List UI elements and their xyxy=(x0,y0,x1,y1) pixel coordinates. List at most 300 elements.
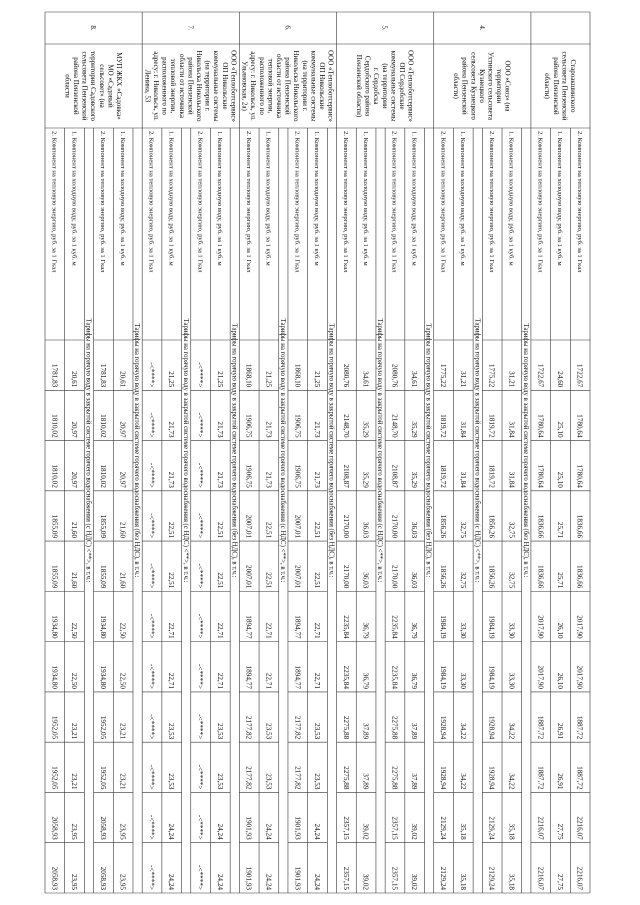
component-label: 1. Компонент на холодную воду, руб. за 1 куб. м xyxy=(556,131,564,266)
tariff-value: 24,24 xyxy=(215,873,224,890)
tariff-value: 23,53 xyxy=(215,773,224,790)
tariff-value: 2058,93 xyxy=(98,816,107,840)
organization-name-line: ОП Никольские xyxy=(220,62,229,110)
organization-name-line: Никольска Никольского xyxy=(292,50,301,122)
organization-name-line: территории xyxy=(495,68,504,104)
tariff-value: 23,53 xyxy=(167,723,176,740)
tariff-value: 33,30 xyxy=(507,672,516,689)
tariff-value: 39,02 xyxy=(410,873,419,890)
organization-name-line: области от источника xyxy=(274,54,283,118)
tariff-value: 2148,70 xyxy=(341,414,350,438)
tariff-value: 24,24 xyxy=(264,873,273,890)
tariff-value: 23,95 xyxy=(70,873,79,890)
tariff-value: 22,50 xyxy=(70,622,79,639)
tariff-value: 1855,09 xyxy=(98,514,107,539)
organization-name-line: ООО «Теплоботсервис» xyxy=(326,50,335,122)
tariff-value: 1819,72 xyxy=(487,414,496,438)
tariff-value: 20,97 xyxy=(118,421,127,438)
tariff-value: 34,22 xyxy=(507,773,516,790)
tariff-value: 22,51 xyxy=(264,521,273,539)
tariff-value: 22,50 xyxy=(118,672,127,689)
tariff-value: -<****> xyxy=(147,563,156,589)
tariff-value: 21,60 xyxy=(118,521,127,539)
tariff-value: 2357,15 xyxy=(341,866,350,890)
tariff-value: 1906,75 xyxy=(293,464,302,488)
tariff-value: 22,71 xyxy=(215,672,224,689)
tariff-value: 1780,64 xyxy=(536,464,545,488)
tariff-value: 34,22 xyxy=(458,773,467,790)
organization-name-line: тепловой энергии, xyxy=(169,58,178,114)
tariff-value: 34,22 xyxy=(458,723,467,740)
organization-name-line: расположенного по xyxy=(160,57,169,115)
organization-name-line: района Пензенской xyxy=(460,57,469,115)
tariff-value: 1934,80 xyxy=(50,615,59,639)
section-header-text: Тарифы на горячую воду в закрытой системе горячего водоснабжения (с НДС) <**>, в т.ч.: xyxy=(181,318,189,583)
tariff-value: -<****> xyxy=(196,865,205,890)
tariff-value: 1901,93 xyxy=(244,866,253,890)
tariff-value: 34,61 xyxy=(361,371,370,388)
organization-name-line: (на территории г. xyxy=(300,60,309,112)
tariff-value: 36,79 xyxy=(410,672,419,689)
tariff-value: 33,30 xyxy=(458,672,467,689)
tariff-value: 1855,09 xyxy=(98,565,107,589)
tariff-value: 23,95 xyxy=(118,873,127,890)
component-label: 1. Компонент на холодную воду, руб. за 1 куб. м xyxy=(507,131,515,266)
tariff-value: 31,84 xyxy=(507,421,516,438)
tariff-value: 26,10 xyxy=(555,672,564,689)
tariff-value: 2007,01 xyxy=(293,565,302,589)
tariff-value: 36,79 xyxy=(361,622,370,639)
row-number: 7. xyxy=(186,25,195,31)
section-header-text: Тарифы на горячую воду в закрытой системе горячего водоснабжения (без НДС), в т.ч.: xyxy=(230,323,238,578)
tariff-value: -<****> xyxy=(147,513,156,539)
row-number: 8. xyxy=(89,25,98,31)
tariff-value: 1775,22 xyxy=(439,363,448,388)
component-label: 2. Компонент на тепловую энергию, руб. за 1 Гкал xyxy=(390,131,398,273)
tariff-value: 1868,10 xyxy=(293,363,302,388)
tariff-value: 2177,82 xyxy=(293,715,302,740)
tariff-value: 2058,93 xyxy=(50,816,59,840)
tariff-value: 35,29 xyxy=(410,471,419,488)
tariff-value: 1868,10 xyxy=(244,363,253,388)
tariff-value: 22,51 xyxy=(215,521,224,539)
tariff-value: 21,25 xyxy=(215,371,224,388)
tariff-value: 1928,94 xyxy=(487,715,496,740)
tariff-value: 1952,05 xyxy=(98,715,107,740)
organization-name-line: (на территории г. xyxy=(203,60,212,112)
tariff-value: 2017,90 xyxy=(575,665,584,689)
organization-name-line: ООО «Теплоботсервис» xyxy=(406,50,415,122)
tariff-value: 2235,84 xyxy=(390,665,399,689)
tariff-value: 24,60 xyxy=(555,371,564,388)
tariff-value: 37,89 xyxy=(361,723,370,740)
tariff-value: 22,51 xyxy=(313,572,321,589)
tariff-value: 35,29 xyxy=(361,471,370,488)
tariff-value: 1894,77 xyxy=(244,615,253,639)
tariff-value: 22,51 xyxy=(313,521,321,539)
organization-name-line: ООО «Союз» (на xyxy=(503,60,512,112)
component-label: 2. Компонент на тепловую энергию, руб. за 1 Гкал xyxy=(342,131,350,273)
organization-name-line: области xyxy=(63,74,72,98)
tariff-value: 1952,05 xyxy=(98,766,107,790)
tariff-value: 25,71 xyxy=(555,521,564,539)
tariff-value: 21,25 xyxy=(167,371,176,388)
component-label: 1. Компонент на холодную воду, руб. за 1 куб. м xyxy=(361,131,369,266)
tariff-value: 1856,26 xyxy=(487,514,496,539)
component-label: 2. Компонент на тепловую энергию, руб. за 1 Гкал xyxy=(293,131,301,273)
tariff-value: 22,71 xyxy=(215,622,224,639)
organization-name-line: ОП Сердобские xyxy=(397,62,406,110)
tariff-value: 2129,24 xyxy=(487,816,496,840)
organization-name-line: района Пензенской xyxy=(551,57,560,115)
organization-name-line: адресу: г. Никольск, ул. xyxy=(249,51,258,121)
tariff-value: 1906,75 xyxy=(293,414,302,438)
tariff-value: 2017,90 xyxy=(536,615,545,639)
tariff-value: 2216,07 xyxy=(575,866,584,890)
tariff-value: 35,18 xyxy=(458,823,467,840)
tariff-value: 34,22 xyxy=(507,723,516,740)
tariff-value: 26,91 xyxy=(555,723,564,740)
tariff-value: 1984,19 xyxy=(487,665,496,689)
tariff-value: 1855,09 xyxy=(50,514,59,539)
tariff-value: 23,53 xyxy=(264,773,273,790)
component-label: 1. Компонент на холодную воду, руб. за 1 куб. м xyxy=(458,131,466,266)
tariff-value: 2007,01 xyxy=(293,514,302,539)
organization-name-line: района Пензенской xyxy=(186,57,195,115)
tariff-value: 20,61 xyxy=(70,371,79,388)
tariff-value: 1901,93 xyxy=(293,866,302,890)
tariff-value: 1836,66 xyxy=(575,565,584,589)
tariff-value: 22,50 xyxy=(118,622,127,639)
component-label: 2. Компонент на тепловую энергию, руб. за 1 Гкал xyxy=(244,131,252,273)
tariff-value: 36,03 xyxy=(361,521,370,539)
tariff-value: -<****> xyxy=(196,462,205,488)
organization-name-line: (на территории xyxy=(380,63,389,109)
component-label: 2. Компонент на тепловую энергию, руб. за 1 Гкал xyxy=(536,131,544,273)
tariff-value: 2177,82 xyxy=(244,766,253,790)
tariff-value: 26,91 xyxy=(555,773,564,790)
tariff-value: 31,84 xyxy=(458,421,467,438)
tariff-value: 2216,07 xyxy=(575,816,584,840)
tariff-value: 22,71 xyxy=(313,672,321,689)
component-label: 2. Компонент на тепловую энергию, руб. за 1 Гкал xyxy=(50,131,58,273)
tariff-value: 1901,93 xyxy=(293,816,302,840)
tariff-value: 23,53 xyxy=(313,723,321,740)
tariff-value: 1984,19 xyxy=(487,615,496,639)
section-header-text: Тарифы на горячую воду в закрытой системе горячего водоснабжения (с НДС) <**>, в т.ч.: xyxy=(278,318,286,583)
tariff-value: -<****> xyxy=(196,362,205,388)
tariff-value: 37,89 xyxy=(361,773,370,790)
tariff-value: 33,30 xyxy=(507,622,516,639)
tariff-value: 20,61 xyxy=(118,371,127,388)
organization-name-line: территории Садовского xyxy=(89,50,98,122)
tariff-value: 24,24 xyxy=(264,823,273,840)
tariff-value: 24,24 xyxy=(313,823,321,840)
tariff-value: 1952,05 xyxy=(50,766,59,790)
tariff-value: 36,03 xyxy=(361,572,370,589)
organization-name-line: Никольска Никольского xyxy=(194,50,203,122)
tariff-value: 2275,88 xyxy=(390,715,399,740)
tariff-value: 35,18 xyxy=(507,823,516,840)
tariff-value: 2017,90 xyxy=(575,615,584,639)
tariff-value: 2108,87 xyxy=(341,464,350,488)
tariff-value: 2058,93 xyxy=(50,866,59,890)
section-header-text: Тарифы на горячую воду в закрытой системе горячего водоснабжения (с НДС) <**>, в т.ч.: xyxy=(84,318,92,583)
organization-name-line: района Пензенской xyxy=(283,57,292,115)
tariff-value: 2235,84 xyxy=(341,615,350,639)
tariff-value: -<****> xyxy=(196,613,205,639)
tariff-value: 1894,77 xyxy=(293,615,302,639)
tariff-value: 23,21 xyxy=(118,723,127,740)
organization-name-line: Кузнецкого xyxy=(477,69,486,103)
organization-name-line: МО «Садовый xyxy=(106,64,115,108)
tariff-value: 22,51 xyxy=(215,572,224,589)
tariff-value: 2275,88 xyxy=(341,715,350,740)
tariff-value: 22,71 xyxy=(167,672,176,689)
tariff-value: 36,03 xyxy=(410,521,419,539)
tariff-value: 22,51 xyxy=(264,572,273,589)
tariff-value: 35,18 xyxy=(458,873,467,890)
tariff-value: 1780,64 xyxy=(575,464,584,488)
organization-name-line: г. Сердобска xyxy=(372,67,381,105)
tariff-value: 32,75 xyxy=(507,521,516,539)
tariff-value: 1780,64 xyxy=(536,414,545,438)
section-header-text: Тарифы на горячую воду в закрытой системе горячего водоснабжения (без НДС), в т.ч.: xyxy=(521,323,529,578)
tariff-value: 2108,87 xyxy=(390,464,399,488)
tariff-value: 1836,66 xyxy=(575,514,584,539)
tariff-value: 21,73 xyxy=(313,471,321,488)
organization-name-line: МУП ЖКХ «Садовка» xyxy=(114,52,123,120)
tariff-value: 39,02 xyxy=(410,823,419,840)
component-label: 2. Компонент на тепловую энергию, руб. за 1 Гкал xyxy=(575,131,583,273)
tariff-value: 2129,24 xyxy=(487,866,496,890)
tariff-value: -<****> xyxy=(196,764,205,790)
tariff-value: -<****> xyxy=(147,664,156,689)
tariff-value: 1901,93 xyxy=(244,816,253,840)
tariff-value: 21,73 xyxy=(167,471,176,488)
organization-name-line: района Пензенской xyxy=(71,57,80,115)
tariff-value: 36,03 xyxy=(410,572,419,589)
tariff-value: 35,29 xyxy=(410,421,419,438)
tariff-value: 2148,70 xyxy=(390,414,399,438)
tariff-value: 24,24 xyxy=(313,873,321,890)
tariff-table xyxy=(45,12,590,893)
tariff-value: 22,71 xyxy=(313,622,321,639)
tariff-value: 1810,02 xyxy=(98,464,107,488)
organization-name-line: коммунальные системы xyxy=(212,50,221,122)
tariff-value: 1906,75 xyxy=(244,464,253,488)
tariff-value: 1836,66 xyxy=(536,514,545,539)
tariff-value: 2275,88 xyxy=(390,766,399,790)
tariff-value: 1780,64 xyxy=(575,414,584,438)
tariff-value: 35,18 xyxy=(507,873,516,890)
tariff-value: -<****> xyxy=(147,613,156,639)
tariff-value: 23,21 xyxy=(70,773,79,790)
organization-name-line: области от источника xyxy=(177,54,186,118)
section-header-text: Тарифы на горячую воду в закрытой системе горячего водоснабжения (без НДС), в т.ч.: xyxy=(327,323,335,578)
tariff-value: 1810,02 xyxy=(50,414,59,438)
tariff-value: 1934,80 xyxy=(98,615,107,639)
organization-name-line: сельсовета Кузнецкого xyxy=(469,52,478,120)
tariff-value: 27,75 xyxy=(555,823,564,840)
tariff-value: 23,53 xyxy=(264,723,273,740)
row-number: 5. xyxy=(380,25,389,31)
tariff-value: 23,53 xyxy=(313,773,321,790)
tariff-value: 21,60 xyxy=(70,572,79,589)
tariff-value: -<****> xyxy=(196,664,205,689)
tariff-value: 2129,24 xyxy=(439,816,448,840)
tariff-value: 24,24 xyxy=(215,823,224,840)
tariff-value: 1906,75 xyxy=(244,414,253,438)
section-header-text: Тарифы на горячую воду в закрытой системе горячего водоснабжения (без НДС), в т.ч.: xyxy=(133,323,141,578)
tariff-value: 21,25 xyxy=(264,371,273,388)
organization-name-line: расположенного по xyxy=(257,57,266,115)
tariff-value: 34,61 xyxy=(410,371,419,388)
tariff-value: 2170,00 xyxy=(390,565,399,589)
tariff-value: 32,75 xyxy=(458,572,467,589)
tariff-value: 24,24 xyxy=(167,873,176,890)
component-label: 2. Компонент на тепловую энергию, руб. за 1 Гкал xyxy=(439,131,447,273)
tariff-value: 23,95 xyxy=(118,823,127,840)
tariff-value: 1984,19 xyxy=(439,615,448,639)
tariff-value: 22,71 xyxy=(167,622,176,639)
tariff-value: 1856,26 xyxy=(439,565,448,589)
tariff-value: 2007,01 xyxy=(244,514,253,539)
component-label: 1. Компонент на холодную воду, руб. за 1 куб. м xyxy=(313,131,321,266)
tariff-value: -<****> xyxy=(147,362,156,388)
tariff-value: -<****> xyxy=(147,814,156,840)
tariff-value: 25,71 xyxy=(555,572,564,589)
tariff-value: -<****> xyxy=(147,462,156,488)
tariff-value: 26,10 xyxy=(555,622,564,639)
component-label: 2. Компонент на тепловую энергию, руб. за 1 Гкал xyxy=(147,131,155,273)
tariff-value: 39,02 xyxy=(361,873,370,890)
tariff-value: -<****> xyxy=(196,563,205,589)
tariff-value: 23,53 xyxy=(215,723,224,740)
tariff-value: -<****> xyxy=(196,513,205,539)
tariff-value: 21,73 xyxy=(264,421,273,438)
tariff-value: -<****> xyxy=(196,814,205,840)
organization-name-line: Ухтинского сельсовета xyxy=(486,52,495,120)
organization-name-line: коммунальные системы xyxy=(389,50,398,122)
tariff-value: 2007,01 xyxy=(244,565,253,589)
tariff-value: 1722,67 xyxy=(536,363,545,388)
tariff-value: 31,84 xyxy=(507,471,516,488)
tariff-value: 2357,15 xyxy=(390,866,399,890)
tariff-value: -<****> xyxy=(196,412,205,438)
tariff-value: 2017,90 xyxy=(536,665,545,689)
organization-name-line: ООО «Теплоботсервис» xyxy=(229,50,238,122)
tariff-value: 1887,72 xyxy=(575,715,584,740)
tariff-value: 2080,76 xyxy=(341,363,350,388)
tariff-value: 1952,05 xyxy=(50,715,59,740)
tariff-value: 2170,00 xyxy=(390,514,399,539)
tariff-value: 2129,24 xyxy=(439,866,448,890)
tariff-value: 1775,22 xyxy=(487,363,496,388)
tariff-value: 1887,72 xyxy=(536,715,545,740)
section-header-text: Тарифы на горячую воду в закрытой системе горячего водоснабжения (без НДС), в т.ч.: xyxy=(424,323,432,578)
tariff-value: 21,73 xyxy=(167,421,176,438)
tariff-value: -<****> xyxy=(147,412,156,438)
tariff-value: 21,60 xyxy=(70,521,79,539)
tariff-value: 1855,09 xyxy=(50,565,59,589)
tariff-value: 20,97 xyxy=(70,471,79,488)
tariff-value: 2357,15 xyxy=(341,816,350,840)
tariff-value: 1928,94 xyxy=(439,715,448,740)
tariff-value: -<****> xyxy=(147,764,156,790)
tariff-value: 32,75 xyxy=(507,572,516,589)
tariff-value: 21,60 xyxy=(118,572,127,589)
component-label: 2. Компонент на тепловую энергию, руб. за 1 Гкал xyxy=(196,131,204,273)
tariff-value: 1819,72 xyxy=(439,414,448,438)
tariff-value: 2235,84 xyxy=(390,615,399,639)
tariff-value: 20,97 xyxy=(118,471,127,488)
tariff-value: 1722,67 xyxy=(575,363,584,388)
tariff-value: 37,89 xyxy=(410,723,419,740)
tariff-value: 1810,02 xyxy=(98,414,107,438)
component-label: 1. Компонент на холодную воду, руб. за 1 куб. м xyxy=(264,131,272,266)
tariff-value: 1894,77 xyxy=(293,665,302,689)
tariff-value: 22,71 xyxy=(264,672,273,689)
tariff-value: 2216,07 xyxy=(536,866,545,890)
tariff-value: 1887,72 xyxy=(536,766,545,790)
tariff-value: 2177,82 xyxy=(293,766,302,790)
tariff-value: 31,21 xyxy=(507,371,516,388)
tariff-value: 2058,93 xyxy=(98,866,107,890)
tariff-value: 22,50 xyxy=(70,672,79,689)
tariff-value: 1928,94 xyxy=(439,766,448,790)
tariff-value: 21,73 xyxy=(313,421,321,438)
tariff-value: 1819,72 xyxy=(439,464,448,488)
tariff-value: 2170,00 xyxy=(341,514,350,539)
component-label: 1. Компонент на холодную воду, руб. за 1 куб. м xyxy=(118,131,126,266)
tariff-value: 24,24 xyxy=(167,823,176,840)
tariff-value: 2275,88 xyxy=(341,766,350,790)
tariff-value: 1781,83 xyxy=(50,363,59,388)
component-label: 2. Компонент на тепловую энергию, руб. за 1 Гкал xyxy=(487,131,495,273)
organization-name-line: сельсовет» (на xyxy=(97,64,106,108)
tariff-value: 21,73 xyxy=(264,471,273,488)
tariff-value: 1781,83 xyxy=(98,363,107,388)
tariff-value: 1934,80 xyxy=(50,665,59,689)
organization-name-line: ОП Никольские xyxy=(317,62,326,110)
tariff-value: 32,75 xyxy=(458,521,467,539)
tariff-value: 2177,82 xyxy=(244,715,253,740)
component-label: 2. Компонент на тепловую энергию, руб. за 1 Гкал xyxy=(99,131,107,273)
organization-name-line: адресу: г. Никольск, ул. xyxy=(151,51,160,121)
tariff-value: 37,89 xyxy=(410,773,419,790)
tariff-value: 22,71 xyxy=(264,622,273,639)
section-header-text: Тарифы на горячую воду в закрытой системе горячего водоснабжения (с НДС) <**>, в т.ч.: xyxy=(376,318,384,583)
organization-name-line: Пензенской области) xyxy=(354,54,363,118)
tariff-value: 35,29 xyxy=(361,421,370,438)
component-label: 1. Компонент на холодную воду, руб. за 1 куб. м xyxy=(167,131,175,266)
section-header-text: Тарифы на горячую воду в закрытой системе горячего водоснабжения (с НДС) <**>, в т.ч.: xyxy=(473,318,481,583)
tariff-value: 31,21 xyxy=(458,371,467,388)
tariff-value: 27,75 xyxy=(555,873,564,890)
tariff-value: 1810,02 xyxy=(50,464,59,488)
tariff-value: 22,51 xyxy=(167,572,176,589)
tariff-value: 23,95 xyxy=(70,823,79,840)
organization-name-line: сельсовета Пензенской xyxy=(560,51,569,121)
tariff-value: 1836,66 xyxy=(536,565,545,589)
component-label: 1. Компонент на холодную воду, руб. за 1 куб. м xyxy=(410,131,418,266)
organization-name-line: Староакшинского xyxy=(568,59,577,113)
tariff-value: -<****> xyxy=(196,714,205,740)
organization-name-line: области) xyxy=(452,73,461,99)
tariff-value: 2216,07 xyxy=(536,816,545,840)
tariff-value: 33,30 xyxy=(458,622,467,639)
